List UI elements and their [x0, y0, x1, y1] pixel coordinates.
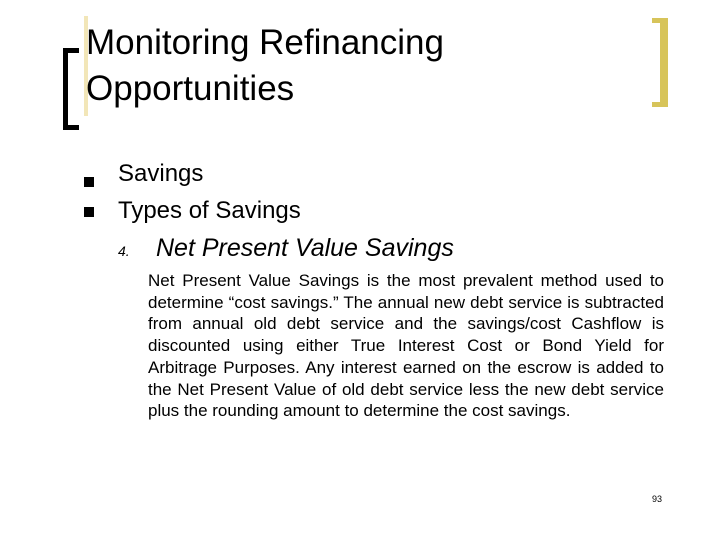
title-right-accent-bottom	[652, 102, 668, 107]
subitem-heading: Net Present Value Savings	[156, 234, 454, 262]
subitem-number: 4.	[118, 243, 130, 259]
square-bullet-icon	[84, 177, 94, 187]
bullet-types-of-savings: Types of Savings	[118, 197, 301, 224]
page-number: 93	[652, 494, 663, 504]
description-paragraph: Net Present Value Savings is the most prevalent method used to determine “cost savings.” The annual new debt service is subtracted from annual old debt service and the savings/cost Cashflow is discounted using either True Interest Cost or Bond Yield for Arbitrage Purposes. Any interest earned on the escrow is added to the Net Present Value of old debt service less the new debt service plus the rounding amount to determine the cost savings.	[148, 271, 664, 421]
bullet-savings: Savings	[118, 160, 204, 187]
title-right-accent-top	[652, 18, 668, 23]
square-bullet-icon	[84, 207, 94, 217]
slide-title: Monitoring Refinancing Opportunities	[86, 23, 444, 108]
title-left-bracket	[63, 48, 79, 130]
title-right-accent-bar	[660, 18, 668, 107]
